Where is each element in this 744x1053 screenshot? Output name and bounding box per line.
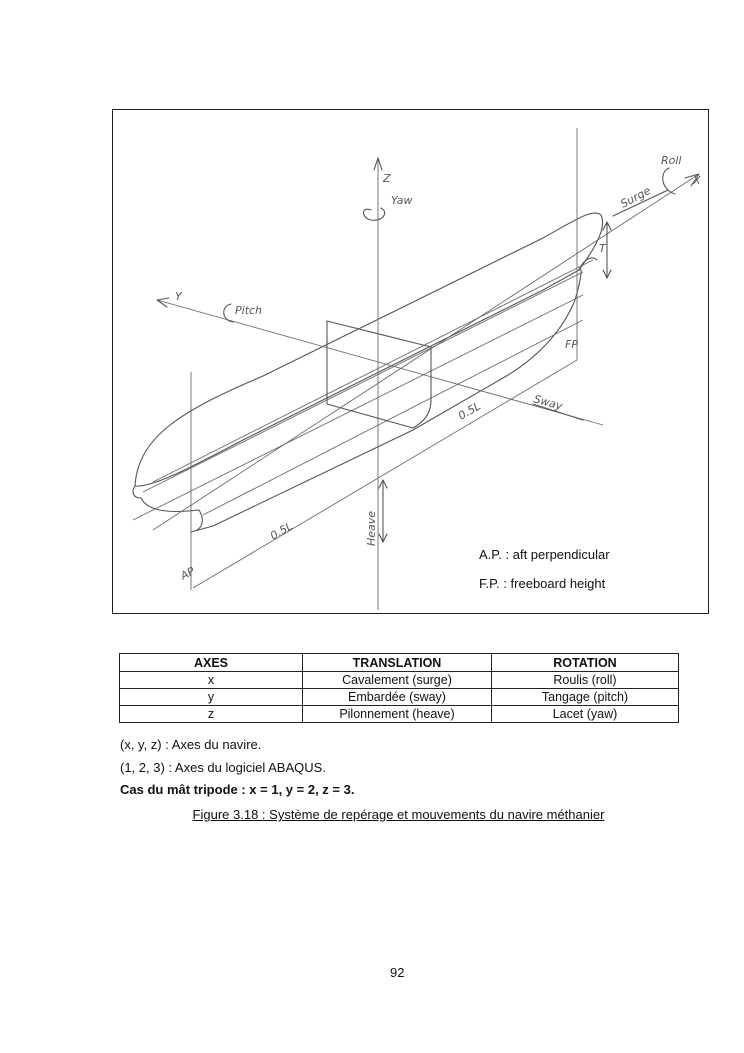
ship-hull-drawing [113, 110, 710, 615]
table-cell: Embardée (sway) [303, 689, 492, 706]
legend-fp: F.P. : freeboard height [479, 576, 606, 591]
table-cell: y [120, 689, 303, 706]
note-abaqus-axes: (1, 2, 3) : Axes du logiciel ABAQUS. [120, 760, 326, 775]
hull-deck-outline [135, 213, 603, 486]
fp-label: FP [565, 338, 578, 351]
draft-label: T [599, 242, 606, 255]
table-row [120, 689, 679, 706]
table-cell: z [120, 706, 303, 723]
table-header-cell: TRANSLATION [303, 654, 492, 672]
ap-label: AP [178, 564, 197, 583]
half-length-aft-label: 0.5L [268, 519, 295, 543]
table-cell: Cavalement (surge) [303, 672, 492, 689]
roll-label: Roll [661, 154, 682, 167]
table-header-row [120, 654, 679, 672]
table-cell: Lacet (yaw) [492, 706, 679, 723]
page-number: 92 [390, 965, 405, 980]
table-row [120, 706, 679, 723]
note-tripod-mast: Cas du mât tripode : x = 1, y = 2, z = 3. [120, 782, 355, 797]
x-axis-label: X [693, 174, 701, 187]
table-cell: Tangage (pitch) [492, 689, 679, 706]
legend-ap: A.P. : aft perpendicular [479, 547, 610, 562]
y-axis-label: Y [175, 290, 182, 303]
ship-axes-figure [112, 109, 709, 614]
pitch-label: Pitch [235, 304, 263, 317]
yaw-label: Yaw [391, 194, 413, 207]
heave-label: Heave [365, 510, 378, 546]
sway-label: Sway [532, 392, 564, 413]
surge-label: Surge [618, 184, 653, 211]
z-axis-label: Z [383, 172, 391, 185]
table-header-cell: AXES [120, 654, 303, 672]
table-header-cell: ROTATION [492, 654, 679, 672]
x-axis-line [153, 174, 699, 530]
figure-caption: Figure 3.18 : Système de repérage et mouvements du navire méthanier [192, 807, 605, 822]
table-cell: Pilonnement (heave) [303, 706, 492, 723]
table-cell: x [120, 672, 303, 689]
half-length-fwd-label: 0.5L [456, 399, 483, 423]
axes-motions-table [119, 653, 679, 723]
table-row [120, 672, 679, 689]
note-ship-axes: (x, y, z) : Axes du navire. [120, 737, 262, 752]
table-cell: Roulis (roll) [492, 672, 679, 689]
